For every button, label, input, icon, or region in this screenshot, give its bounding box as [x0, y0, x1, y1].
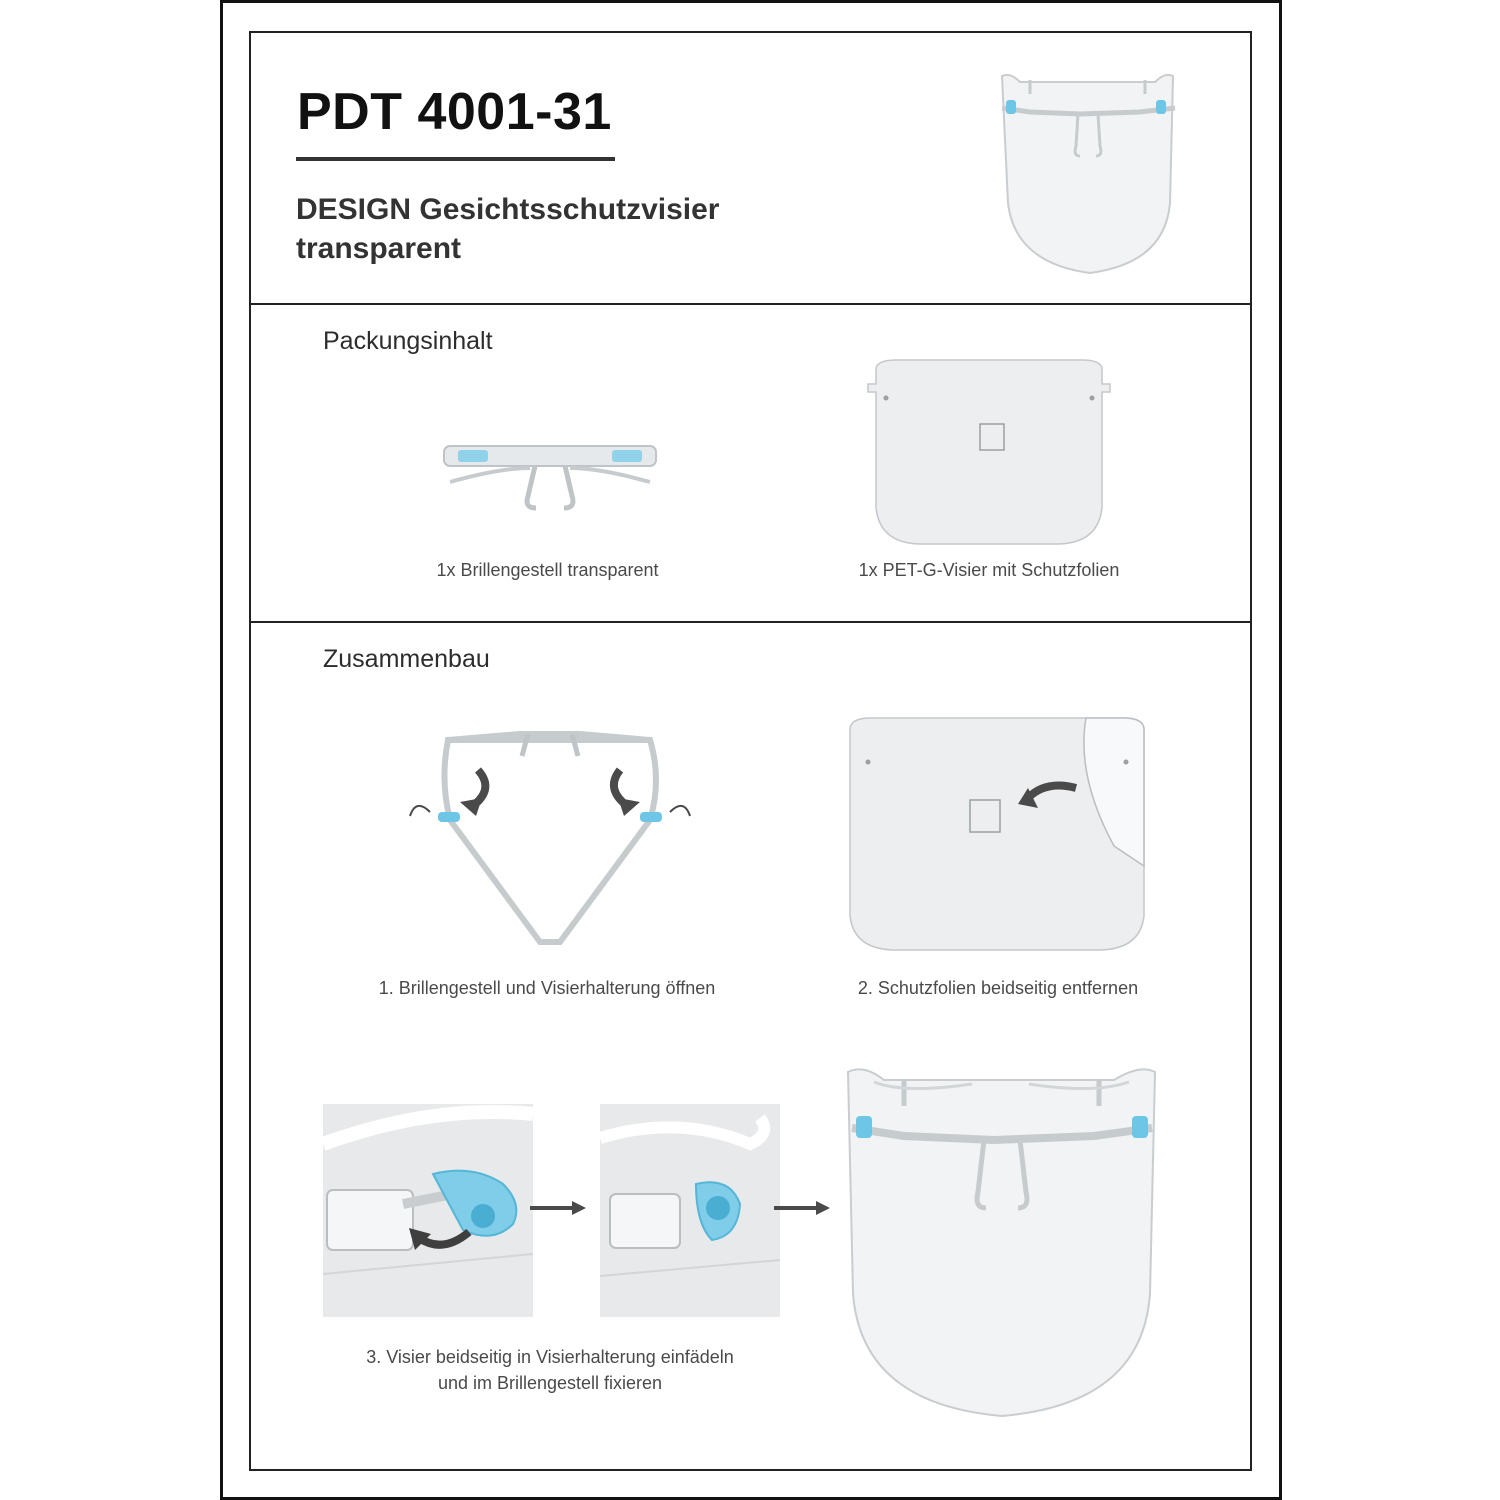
product-name-line1: DESIGN Gesichtsschutzvisier	[296, 193, 720, 226]
step1-caption: 1. Brillengestell und Visierhalterung öffnen	[378, 978, 716, 998]
contents-caption-visor: 1x PET-G-Visier mit Schutzfolien	[858, 560, 1120, 580]
assembly-section-title: Zusammenbau	[323, 645, 490, 673]
step3-photo-thread	[323, 1104, 533, 1317]
section-divider	[249, 303, 1252, 305]
contents-caption-frame: 1x Brillengestell transparent	[436, 560, 659, 580]
product-code: PDT 4001-31	[297, 83, 612, 141]
product-name	[296, 190, 720, 268]
face-shield-image	[990, 68, 1185, 278]
product-name-line2: transparent	[296, 232, 462, 265]
step-arrow-icon	[528, 1200, 588, 1216]
step2-caption: 2. Schutzfolien beidseitig entfernen	[857, 978, 1139, 998]
step3-caption-line1: 3. Visier beidseitig in Visierhalterung einfädeln	[366, 1347, 734, 1367]
visor-sheet-image	[866, 358, 1112, 548]
glasses-frame-image	[440, 438, 660, 518]
step3-photo-fixed	[600, 1104, 780, 1317]
title-underline	[296, 157, 615, 161]
step3-caption-line2: und im Brillengestell fixieren	[437, 1373, 663, 1393]
step2-remove-film-image	[846, 716, 1148, 952]
step1-open-frame-image	[400, 720, 700, 950]
assembled-shield-image	[844, 1062, 1159, 1420]
step-arrow-icon	[772, 1200, 832, 1216]
contents-section-title: Packungsinhalt	[323, 327, 493, 355]
step3-caption	[350, 1344, 750, 1396]
section-divider	[249, 621, 1252, 623]
